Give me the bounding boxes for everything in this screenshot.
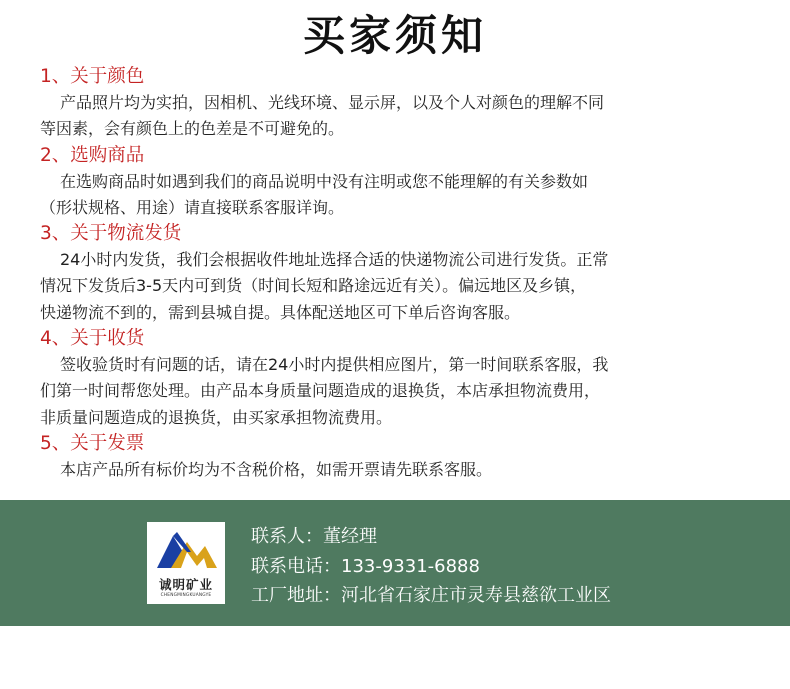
section-invoice xyxy=(40,431,760,483)
text-line: 签收验货时有问题的话，请在24小时内提供相应图片，第一时间联系客服，我 xyxy=(60,355,609,375)
section-heading: 2、选购商品 xyxy=(40,144,145,166)
text-line: 快递物流不到的，需到县城自提。具体配送地区可下单后咨询客服。 xyxy=(40,302,521,322)
contact-info xyxy=(251,522,611,611)
section-heading: 4、关于收货 xyxy=(40,328,145,350)
contact-person: 联系人：董经理 xyxy=(251,526,377,547)
logo-subtext: CHENGMINGKUANGYE xyxy=(160,593,212,598)
section-text xyxy=(40,352,760,431)
section-heading: 5、关于发票 xyxy=(40,432,145,454)
mountain-logo-icon xyxy=(147,522,225,576)
text-line: 非质量问题造成的退换货，由买家承担物流费用。 xyxy=(40,407,393,427)
section-text xyxy=(40,90,760,143)
text-line: 们第一时间帮您处理。由产品本身质量问题造成的退换货，本店承担物流费用， xyxy=(40,381,601,401)
section-receiving xyxy=(40,326,760,431)
section-purchase xyxy=(40,143,760,222)
section-text xyxy=(40,247,760,326)
section-heading: 3、关于物流发货 xyxy=(40,223,182,245)
section-text xyxy=(40,457,760,483)
text-line: 在选购商品时如遇到我们的商品说明中没有注明或您不能理解的有关参数如 xyxy=(60,171,589,191)
text-line: 产品照片均为实拍，因相机、光线环境、显示屏，以及个人对颜色的理解不同 xyxy=(60,93,605,112)
text-line: （形状规格、用途）请直接联系客服详询。 xyxy=(40,197,345,217)
text-line: 本店产品所有标价均为不含税价格，如需开票请先联系客服。 xyxy=(60,459,493,479)
contact-phone: 联系电话：133-9331-6888 xyxy=(251,555,480,577)
section-text xyxy=(40,169,760,222)
logo-text: 诚明矿业 xyxy=(158,577,213,592)
company-logo xyxy=(147,522,225,604)
contact-band xyxy=(0,500,790,626)
contact-address: 工厂地址：河北省石家庄市灵寿县慈欲工业区 xyxy=(251,585,611,606)
section-shipping xyxy=(40,221,760,326)
notice-body xyxy=(40,64,760,483)
text-line: 24小时内发货，我们会根据收件地址选择合适的快递物流公司进行发货。正常 xyxy=(60,250,609,270)
text-line: 等因素，会有颜色上的色差是不可避免的。 xyxy=(40,119,345,139)
text-line: 情况下发货后3-5天内可到货（时间长短和路途远近有关）。偏远地区及乡镇， xyxy=(40,276,587,296)
page-title: 买家须知 xyxy=(302,11,487,60)
section-heading: 1、关于颜色 xyxy=(40,66,145,87)
section-color xyxy=(40,64,760,143)
